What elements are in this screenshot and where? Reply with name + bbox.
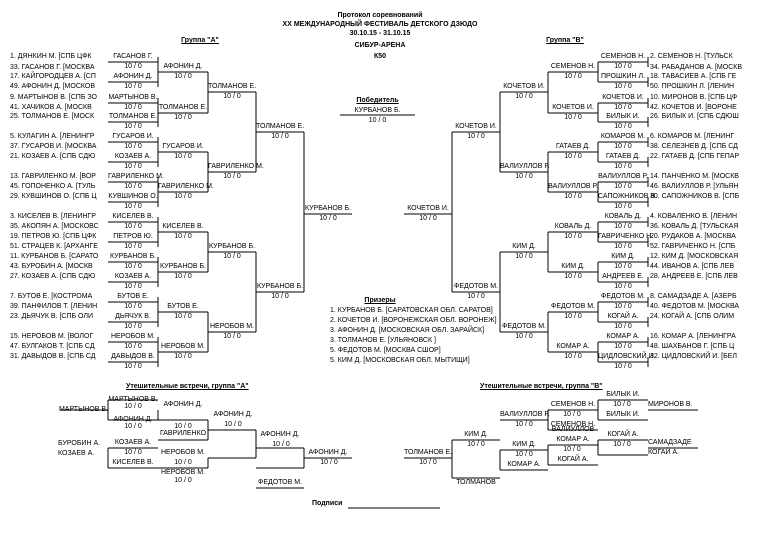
group_a-r3-score: 10 / 0 (223, 253, 241, 260)
group_b-entry: 2. СЕМЕНОВ Н. [ТУЛЬСК (650, 53, 733, 60)
group_a-r3-score: 10 / 0 (223, 333, 241, 340)
consolation-b-name: КОГАЙ А. (607, 431, 639, 438)
group_a-r1-score: 10 / 0 (124, 283, 142, 290)
group_b-r1-score: 10 / 0 (614, 303, 632, 310)
group_b-r1-winner: ФЕДОТОВ М. (601, 293, 645, 300)
group_a-entry: 35. АКОПЯН А. [МОСКОВС (10, 223, 99, 230)
group_a-r3-score: 10 / 0 (223, 173, 241, 180)
group_a-entry: 41. ХАЧИКОВ А. [МОСКВ (10, 104, 92, 111)
consolation-a-name: АФОНИН Д. (213, 411, 253, 418)
consolation-b-name: КОГАЙ А. (648, 449, 680, 456)
group_a-r2-winner: БУТОВ Е. (167, 303, 199, 310)
group_b-r1-score: 10 / 0 (614, 104, 632, 111)
prizes-label: Призеры (364, 297, 396, 304)
group_a-r2-score: 10 / 0 (174, 73, 192, 80)
group_b-entry: 12. КИМ Д. [МОСКОВСКАЯ (650, 253, 739, 260)
group_b-entry: 52. ГАВРИЧЕНКО Н. [СПБ (650, 243, 736, 250)
consolation-b-score: 10 / 0 (563, 411, 581, 418)
group_a-r4-winner: ТОЛМАНОВ Е. (256, 123, 305, 130)
group_a-entry: 37. ГУСАРОВ И. [МОСКВА (10, 143, 97, 150)
consolation-b-name: КОМАР А. (556, 436, 590, 443)
group_a-r1-winner: БУТОВ Е. (117, 293, 149, 300)
group_a-entry: 43. БУРОБИН А. [МОСКВ (10, 263, 93, 270)
consolation-a-score: 10 / 0 (124, 403, 142, 410)
group_b-r2-winner: КОВАЛЬ Д. (554, 223, 592, 230)
consolation-a-name: КОЗАЕВ А. (58, 450, 95, 457)
group_a-r3-winner: ГАВРИЛЕНКО М. (208, 163, 264, 170)
group_b-r3-winner: ФЕДОТОВ М. (502, 323, 546, 330)
group_b-entry: 34. РАБАДАНОВ А. [МОСКВ (650, 64, 742, 71)
group_b-r2-winner: ВАЛИУЛЛОВ Р. (548, 183, 598, 190)
group_a-r1-score: 10 / 0 (124, 343, 142, 350)
group_a-r1-score: 10 / 0 (124, 243, 142, 250)
group_a-r1-winner: ДЬЯЧУК В. (115, 313, 151, 320)
group_a-r3-score: 10 / 0 (223, 93, 241, 100)
group_b-r2-score: 10 / 0 (564, 313, 582, 320)
group_a-r1-score: 10 / 0 (124, 263, 142, 270)
group_a-entry: 17. КАЙГОРОДЦЕВ А. [СП (10, 73, 96, 80)
group_a-r1-winner: ГУСАРОВ И. (112, 133, 154, 140)
group_b-r1-score: 10 / 0 (614, 83, 632, 90)
group_a-r2-winner: АФОНИН Д. (163, 63, 203, 70)
group-a-label: Группа "А" (181, 37, 219, 44)
group_b-r1-winner: КОМАР А. (606, 333, 640, 340)
group_b-r3-score: 10 / 0 (515, 93, 533, 100)
group_a-r1-winner: КУВШИНОВ О. (108, 193, 158, 200)
consolation-b-name: КОГАЙ А. (557, 456, 589, 463)
consolation-a-name: АФОНИН Д. (113, 416, 153, 423)
group_b-entry: 28. АНДРЕЕВ Е. [СПБ ЛЕВ (650, 273, 738, 280)
group_b-entry: 14. ПАНЧЕНКО М. [МОСКВ (650, 173, 739, 180)
group_b-r1-winner: АНДРЕЕВ Е. (602, 273, 644, 280)
group_b-r4-winner: ФЕДОТОВ М. (454, 283, 498, 290)
group_a-r1-score: 10 / 0 (124, 183, 142, 190)
weight-category: К50 (373, 53, 387, 60)
group_b-r1-score: 10 / 0 (614, 223, 632, 230)
group_a-entry: 39. ПАНФИЛОВ Т. [ЛЕНИН (10, 303, 98, 310)
group_a-r1-score: 10 / 0 (124, 323, 142, 330)
group_b-entry: 20. РУДАКОВ А. [МОСКВА (650, 233, 736, 240)
group_b-r2-score: 10 / 0 (564, 233, 582, 240)
consolation-a-score: 10 / 0 (174, 459, 192, 466)
consolation-a-score: 10 / 0 (124, 423, 142, 430)
consolation-b-name: ТОЛМАНОВ Е. (404, 449, 453, 456)
group_a-r2-winner: ГАВРИЛЕНКО М. (158, 183, 214, 190)
consolation-b-name: МИРОНОВ В. (648, 401, 693, 408)
group_a-entry: 13. ГАВРИЛЕНКО М. [ВОР (10, 173, 96, 180)
group_a-r2-score: 10 / 0 (174, 233, 192, 240)
group_b-r1-winner: САПОЖНИКОВ В. (598, 193, 658, 200)
group_a-r1-score: 10 / 0 (124, 363, 142, 370)
group_a-r3-winner: КУРБАНОВ Б. (208, 243, 256, 250)
group_b-r1-winner: ВАЛИУЛЛОВ Р. (598, 173, 648, 180)
consolation-b-score: 10 / 0 (613, 441, 631, 448)
consolation-a-name: НЕРОБОВ М. (160, 449, 206, 456)
group_a-entry: 29. КУВШИНОВ О. [СПБ Ц (10, 193, 97, 200)
consolation-a-label: Утешительные встречи, группа "А" (126, 383, 249, 390)
consolation-b-name: СЕМЕНОВ Н. (550, 421, 596, 428)
group_b-entry: 50. ПРОШКИН Л. [ЛЕНИН (650, 83, 735, 90)
consolation-b-name: ВАЛИУЛЛОВ (551, 426, 595, 433)
group_a-final-score: 10 / 0 (319, 215, 337, 222)
group_b-entry: 26. БИЛЫК И. [СПБ СДЮШ (650, 113, 739, 120)
group_b-entry: 4. КОВАЛЕНКО В. [ЛЕНИН (650, 213, 738, 220)
group_b-r3-winner: КИМ Д. (512, 243, 536, 250)
consolation-a-name: АФОНИН Д. (163, 401, 203, 408)
group_b-r2-winner: ФЕДОТОВ М. (551, 303, 595, 310)
group_a-r1-winner: ДАВЫДОВ В. (111, 353, 155, 360)
consolation-a-name: МАРТЫНОВ В. (108, 396, 158, 403)
group_b-r2-score: 10 / 0 (564, 153, 582, 160)
consolation-a-name: БУРОБИН А. (58, 440, 101, 447)
group_b-r1-winner: ГАТАЕВ Д. (605, 153, 641, 160)
group_a-entry: 11. КУРБАНОВ Б. [САРАТО (10, 253, 99, 260)
group_a-r2-score: 10 / 0 (174, 353, 192, 360)
group_b-r1-score: 10 / 0 (614, 63, 632, 70)
group_b-r1-score: 10 / 0 (614, 323, 632, 330)
group_b-entry: 24. КОГАЙ А. [СПБ ОЛИМ (650, 313, 735, 320)
group_b-entry: 48. ШАХБАНОВ Г. [СПБ Ц (650, 343, 735, 350)
consolation-a-score: 10 / 0 (174, 423, 192, 430)
group_b-entry: 36. КОВАЛЬ Д. [ТУЛЬСКАЯ (650, 223, 739, 230)
signatures-label: Подписи (312, 500, 343, 507)
group_a-r1-score: 10 / 0 (124, 303, 142, 310)
group_a-r2-score: 10 / 0 (174, 193, 192, 200)
group_b-r1-winner: КИМ Д. (611, 253, 635, 260)
group_a-entry: 9. МАРТЫНОВ В. [СПБ ЗО (10, 94, 97, 101)
consolation-b-name: КОМАР А. (507, 461, 541, 468)
group_a-r1-winner: КИСЕЛЕВ В. (112, 213, 154, 220)
consolation-b-name: КИМ Д. (464, 431, 488, 438)
group_a-r4-score: 10 / 0 (271, 133, 289, 140)
group_a-r2-winner: ТОЛМАНОВ Е. (158, 104, 208, 111)
consolation-b-name: САМАДЗАДЕ (648, 439, 692, 446)
group_b-entry: 30. САПОЖНИКОВ В. [СПБ (650, 193, 740, 200)
group_a-r2-score: 10 / 0 (174, 153, 192, 160)
prize-2: 2. КОЧЕТОВ И. [ВОРОНЕЖСКАЯ ОБЛ. ВОРОНЕЖ] (330, 317, 497, 324)
group_b-entry: 8. САМАДЗАДЕ А. [АЗЕРБ (650, 293, 737, 300)
prize-5a: 5. ФЕДОТОВ М. [МОСКВА СШОР] (330, 347, 441, 354)
group_b-r1-score: 10 / 0 (614, 203, 632, 210)
group_b-r3-score: 10 / 0 (515, 173, 533, 180)
group_b-r2-score: 10 / 0 (564, 353, 582, 360)
group_b-r1-winner: КОМАРОВ М. (600, 133, 646, 140)
group_b-r1-score: 10 / 0 (614, 263, 632, 270)
group_a-r1-score: 10 / 0 (124, 83, 142, 90)
group_a-r2-score: 10 / 0 (174, 313, 192, 320)
group_b-r1-winner: ЦИДЛОВСКИЙ И. (598, 353, 656, 360)
consolation-a-score: 10 / 0 (320, 459, 338, 466)
group_a-r1-winner: МАРТЫНОВ В. (108, 94, 158, 101)
group_b-entry: 18. ТАВАСИЕВ А. [СПБ ГЕ (650, 73, 737, 80)
group_a-entry: 51. СТРАЦЕВ К. [АРХАНГЕ (10, 243, 98, 250)
group_b-r3-score: 10 / 0 (515, 333, 533, 340)
group_a-r1-winner: ГАСАНОВ Г. (113, 53, 153, 60)
consolation-b-score: 10 / 0 (467, 441, 485, 448)
consolation-a-score: 10 / 0 (272, 441, 290, 448)
group_b-entry: 44. ИВАНОВ А. [СПБ ЛЕВ (650, 263, 734, 270)
group_b-r1-score: 10 / 0 (614, 183, 632, 190)
consolation-a-name: МАРТЫНОВ В. (58, 406, 108, 413)
prize-3b: 3. ТОЛМАНОВ Е. [УЛЬЯНОВСК ] (330, 337, 436, 344)
group_b-r4-winner: КОЧЕТОВ И. (455, 123, 497, 130)
group_b-r1-winner: КОГАЙ А. (607, 313, 639, 320)
group_b-r1-score: 10 / 0 (614, 243, 632, 250)
consolation-b-label: Утешительные встречи, группа "В" (480, 383, 603, 390)
group_a-r1-score: 10 / 0 (124, 163, 142, 170)
consolation-b-score: 10 / 0 (613, 401, 631, 408)
group_a-entry: 3. КИСЕЛЕВ В. [ЛЕНИНГР (10, 213, 96, 220)
group_b-r2-score: 10 / 0 (564, 273, 582, 280)
consolation-a-name: КОЗАЕВ А. (114, 439, 152, 446)
group_a-r1-winner: ГАВРИЛЕНКО М. (108, 173, 164, 180)
group_a-r1-winner: КОЗАЕВ А. (114, 153, 152, 160)
consolation-b-score: 10 / 0 (419, 459, 437, 466)
group_b-r2-winner: СЕМЕНОВ Н. (550, 63, 596, 70)
group_b-r1-winner: ГАВРИЧЕНКО Н. (598, 233, 654, 240)
group_a-r1-winner: КОЗАЕВ А. (114, 273, 152, 280)
group_a-r1-score: 10 / 0 (124, 143, 142, 150)
group_a-entry: 49. АФОНИН Д. [МОСКОВ (10, 83, 95, 90)
consolation-b-name: ВАЛИУЛЛОВ Р. (500, 411, 550, 418)
consolation-b-name: КИМ Д. (512, 441, 536, 448)
group_a-r3-winner: ТОЛМАНОВ Е. (208, 83, 257, 90)
group_b-entry: 22. ГАТАЕВ Д. [СПБ ГЕПАР (650, 153, 740, 160)
group_b-r2-score: 10 / 0 (564, 114, 582, 121)
group_b-r2-score: 10 / 0 (564, 73, 582, 80)
winner-label: Победитель (356, 97, 399, 104)
group_b-r3-winner: ВАЛИУЛЛОВ Р. (500, 163, 550, 170)
group_a-entry: 7. БУТОВ Е. [КОСТРОМА (10, 293, 93, 300)
group_b-r1-score: 10 / 0 (614, 143, 632, 150)
group_b-group-winner: КОЧЕТОВ И. (407, 205, 449, 212)
venue: СИБУР-АРЕНА (354, 42, 406, 49)
consolation-b-name: БИЛЫК И. (606, 391, 640, 398)
group_b-entry: 38. СЕЛЕЗНЕВ Д. [СПБ СД (650, 143, 738, 150)
group_b-entry: 16. КОМАР А. [ЛЕНИНГРА (650, 333, 736, 340)
group_b-r4-score: 10 / 0 (467, 133, 485, 140)
group_a-entry: 33. ГАСАНОВ Г. [МОСКВА (10, 64, 95, 71)
group_b-final-score: 10 / 0 (419, 215, 437, 222)
group_a-r1-winner: АФОНИН Д. (113, 73, 153, 80)
group_a-r1-winner: НЕРОБОВ М. (110, 333, 156, 340)
group_b-r4-score: 10 / 0 (467, 293, 485, 300)
group_a-r1-score: 10 / 0 (124, 104, 142, 111)
group_a-r1-score: 10 / 0 (124, 63, 142, 70)
group_b-entry: 6. КОМАРОВ М. [ЛЕНИНГ (650, 133, 735, 140)
consolation-b-name: ТОЛМАНОВ (456, 479, 496, 486)
group-b-label: Группа "В" (546, 37, 584, 44)
group_a-r2-score: 10 / 0 (174, 114, 192, 121)
group_a-r1-winner: КУРБАНОВ Б. (109, 253, 157, 260)
protocol-title: Протокол соревнований (337, 12, 423, 19)
group_a-entry: 19. ПЕТРОВ Ю. [СПБ ЦФК (10, 233, 97, 240)
consolation-a-name: АФОНИН Д. (308, 449, 348, 456)
group_b-r3-score: 10 / 0 (515, 253, 533, 260)
group_b-r1-score: 10 / 0 (614, 123, 632, 130)
group_b-r1-score: 10 / 0 (614, 283, 632, 290)
consolation-a-score: 10 / 0 (124, 449, 142, 456)
group_a-r4-score: 10 / 0 (271, 293, 289, 300)
group_a-entry: 27. КОЗАЕВ А. [СПБ СДЮ (10, 273, 96, 280)
group_a-r2-winner: НЕРОБОВ М. (160, 343, 206, 350)
event-dates: 30.10.15 - 31.10.15 (349, 30, 411, 37)
consolation-a-name: АФОНИН Д. (260, 431, 300, 438)
group_a-entry: 45. ГОПОНЕНКО А. [ТУЛЬ (10, 183, 96, 190)
group_a-r1-score: 10 / 0 (124, 203, 142, 210)
group_a-r1-winner: ПЕТРОВ Ю. (113, 233, 153, 240)
group_a-r2-winner: ГУСАРОВ И. (162, 143, 204, 150)
group_a-entry: 47. БУЛГАКОВ Т. [СПБ СД (10, 343, 95, 350)
group_b-r1-winner: СЕМЕНОВ Н. (600, 53, 646, 60)
group_a-entry: 21. КОЗАЕВ А. [СПБ СДЮ (10, 153, 96, 160)
group_b-r1-score: 10 / 0 (614, 163, 632, 170)
group_b-r2-score: 10 / 0 (564, 193, 582, 200)
group_b-r1-winner: КОЧЕТОВ И. (602, 94, 644, 101)
group_b-r1-score: 10 / 0 (614, 343, 632, 350)
consolation-b-score: 10 / 0 (563, 446, 581, 453)
group_b-r2-winner: ГАТАЕВ Д. (555, 143, 591, 150)
group_a-entry: 1. ДЯНКИН М. [СПБ ЦФК (10, 53, 92, 60)
group_b-r1-winner: ПРОШКИН Л. (600, 73, 646, 80)
group_a-r1-score: 10 / 0 (124, 123, 142, 130)
consolation-a-name: КИСЕЛЕВ В. (112, 459, 154, 466)
group_b-entry: 10. МИРОНОВ В. [СПБ ЦФ (650, 94, 738, 101)
group_b-r2-winner: КИМ Д. (561, 263, 585, 270)
group_a-entry: 23. ДЬЯЧУК В. [СПБ ОЛИ (10, 313, 94, 320)
group_b-r2-winner: КОЧЕТОВ И. (552, 104, 594, 111)
group_a-r1-score: 10 / 0 (124, 223, 142, 230)
consolation-b-name: СЕМЕНОВ Н. (550, 401, 596, 408)
group_b-entry: 32. ЦИДЛОВСКИЙ И. [БЕЛ (650, 353, 737, 360)
prize-3a: 3. АФОНИН Д. [МОСКОВСКАЯ ОБЛ. ЗАРАЙСК] (330, 327, 485, 334)
festival-title: XX МЕЖДУНАРОДНЫЙ ФЕСТИВАЛЬ ДЕТСКОГО ДЗЮДО (282, 21, 478, 28)
group_a-r2-winner: КИСЕЛЕВ В. (162, 223, 204, 230)
group_a-entry: 5. КУЛАГИН А. [ЛЕНИНГР (10, 133, 95, 140)
winner-name: КУРБАНОВ Б. (354, 107, 401, 114)
prize-5b: 5. КИМ Д. [МОСКОВСКАЯ ОБЛ. МЫТИЩИ] (330, 357, 470, 364)
group_b-r1-score: 10 / 0 (614, 363, 632, 370)
group_a-r3-winner: НЕРОБОВ М. (209, 323, 255, 330)
group_a-r1-winner: ТОЛМАНОВ Е. (108, 113, 158, 120)
consolation-b-score: 10 / 0 (515, 451, 533, 458)
winner-score: 10 / 0 (368, 117, 387, 124)
group_b-r1-winner: КОВАЛЬ Д. (604, 213, 642, 220)
group_b-r2-winner: КОМАР А. (556, 343, 590, 350)
group_a-r4-winner: КУРБАНОВ Б. (256, 283, 304, 290)
prize-1: 1. КУРБАНОВ Б. [САРАТОВСКАЯ ОБЛ. САРАТОВ] (330, 307, 493, 314)
consolation-a-name: ФЕДОТОВ М. (258, 479, 302, 486)
consolation-a-score: 10 / 0 (174, 477, 192, 484)
group_a-r2-score: 10 / 0 (174, 273, 192, 280)
group_a-entry: 31. ДАВЫДОВ В. [СПБ СД (10, 353, 96, 360)
consolation-b-score: 10 / 0 (515, 421, 533, 428)
group_b-entry: 46. ВАЛИУЛЛОВ Р. [УЛЬЯН (650, 183, 739, 190)
group_b-r3-winner: КОЧЕТОВ И. (503, 83, 545, 90)
group_b-r1-winner: БИЛЫК И. (606, 113, 640, 120)
consolation-b-name: БИЛЫК И. (606, 411, 640, 418)
group_a-group-winner: КУРБАНОВ Б. (304, 205, 352, 212)
group_a-entry: 15. НЕРОБОВ М. [ВОЛОГ (10, 333, 94, 340)
group_a-r2-winner: КУРБАНОВ Б. (159, 263, 207, 270)
group_a-entry: 25. ТОЛМАНОВ Е. [МОСК (10, 113, 95, 120)
consolation-a-name: ГАВРИЛЕНКО (159, 430, 207, 437)
consolation-a-name: НЕРОБОВ М. (160, 469, 206, 476)
group_b-entry: 40. ФЕДОТОВ М. [МОСКВА (650, 303, 740, 310)
consolation-a-score: 10 / 0 (224, 421, 242, 428)
group_b-entry: 42. КОЧЕТОВ И. [ВОРОНЕ (650, 104, 737, 111)
